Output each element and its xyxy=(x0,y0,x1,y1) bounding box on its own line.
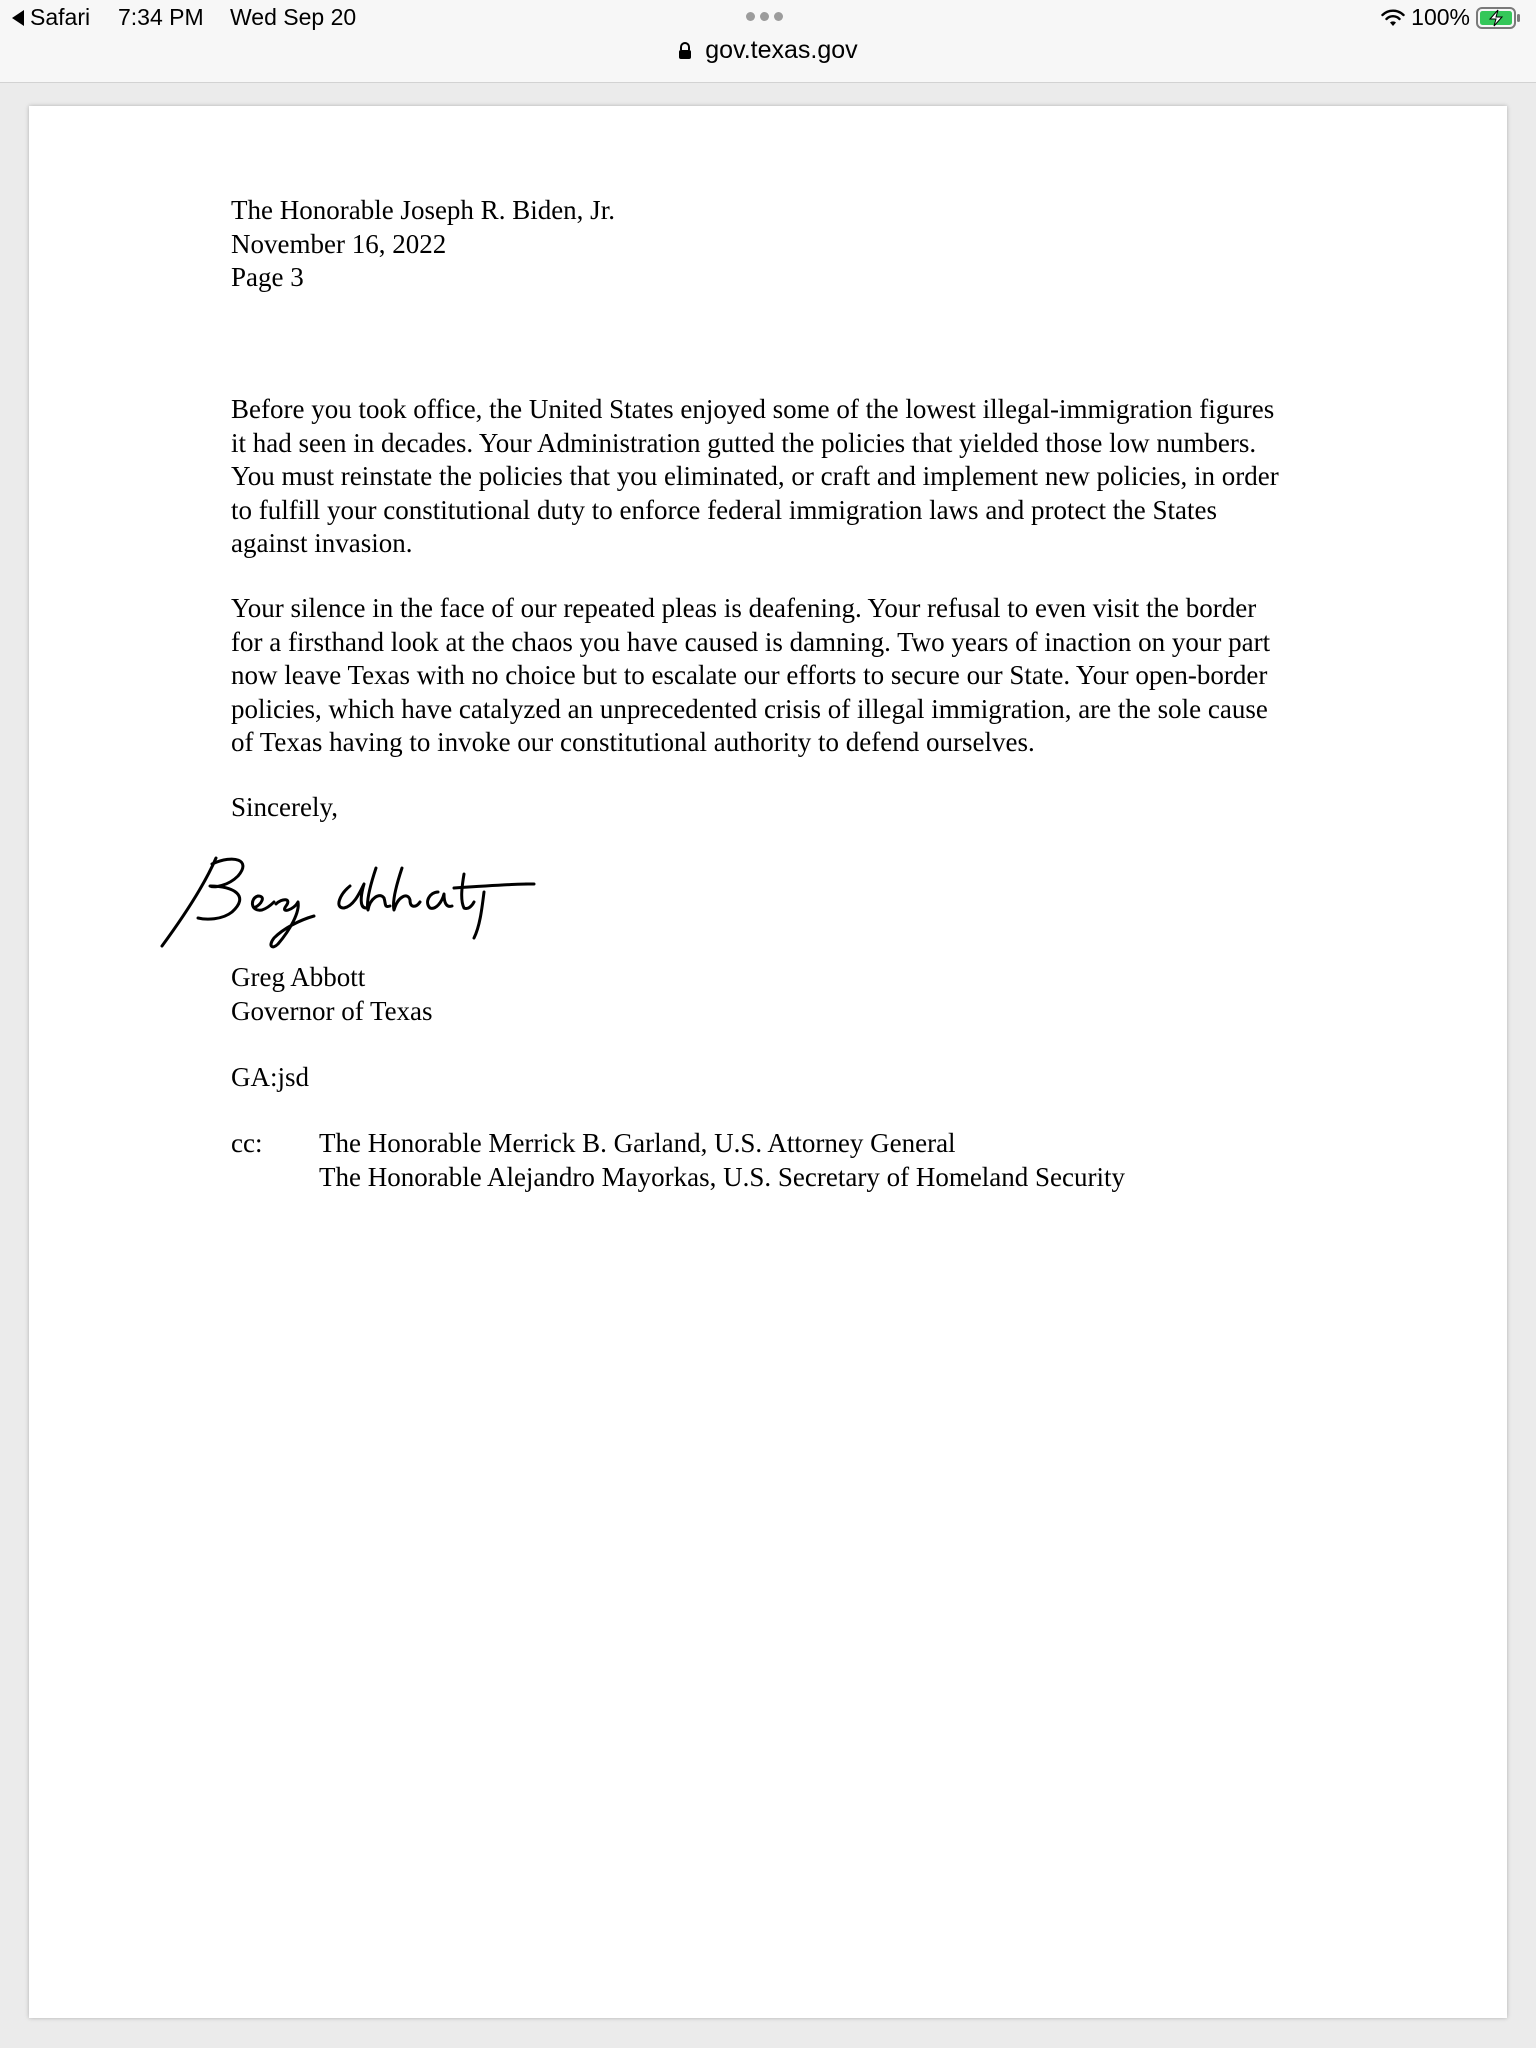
paragraph-line: policies, which have catalyzed an unprecedented crisis of illegal immigration, are the sole cause xyxy=(231,693,1268,724)
paragraph-line: You must reinstate the policies that you eliminated, or craft and implement new policies, in order xyxy=(231,461,1279,491)
signer-title: Governor of Texas xyxy=(231,995,433,1026)
cc-list xyxy=(319,1127,1125,1194)
date: Wed Sep 20 xyxy=(230,4,357,30)
paragraph-line: it had seen in decades. Your Administration gutted the policies that yielded those low numbers. xyxy=(231,427,1257,458)
paragraph-line: Before you took office, the United States enjoyed some of the lowest illegal-immigration figures xyxy=(231,394,1275,424)
letter-header xyxy=(231,194,615,295)
address-bar[interactable] xyxy=(0,36,1536,65)
closing: Sincerely, xyxy=(231,792,338,822)
signature-image xyxy=(154,846,574,956)
paragraph-1 xyxy=(231,393,1279,561)
date-line: November 16, 2022 xyxy=(231,228,447,259)
cc-recipient: The Honorable Merrick B. Garland, U.S. Attorney General xyxy=(319,1128,956,1158)
back-arrow-icon xyxy=(12,10,24,26)
paragraph-line: of Texas having to invoke our constitutional authority to defend ourselves. xyxy=(231,727,1035,757)
signature-block xyxy=(231,961,433,1028)
multitasking-dots-icon[interactable] xyxy=(746,12,783,21)
signer-name: Greg Abbott xyxy=(231,962,366,992)
paragraph-line: for a firsthand look at the chaos you have caused is damning. Two years of inaction on your part xyxy=(231,626,1271,657)
cc-recipient: The Honorable Alejandro Mayorkas, U.S. Secretary of Homeland Security xyxy=(319,1161,1126,1192)
cc-label: cc: xyxy=(231,1128,263,1158)
paragraph-line: now leave Texas with no choice but to escalate our efforts to secure our State. Your open-border xyxy=(231,660,1268,690)
battery-charging-icon xyxy=(1476,7,1522,29)
system-status xyxy=(1381,4,1522,31)
paragraph-line: Your silence in the face of our repeated pleas is deafening. Your refusal to even visit the border xyxy=(231,593,1257,623)
lock-icon xyxy=(678,42,692,60)
clock: 7:34 PM xyxy=(118,4,204,30)
paragraph-line: against invasion. xyxy=(231,528,413,558)
recipient-line: The Honorable Joseph R. Biden, Jr. xyxy=(231,195,615,225)
status-bar xyxy=(0,0,1536,83)
back-app-label: Safari xyxy=(30,4,91,30)
paragraph-line: to fulfill your constitutional duty to enforce federal immigration laws and protect the States xyxy=(231,494,1217,525)
url-text: gov.texas.gov xyxy=(705,36,858,64)
battery-percent: 100% xyxy=(1411,4,1470,30)
page-number-line: Page 3 xyxy=(231,262,304,292)
back-to-app-button[interactable] xyxy=(12,4,90,31)
wifi-icon xyxy=(1381,9,1405,27)
pdf-page[interactable] xyxy=(29,106,1507,2018)
typist-initials: GA:jsd xyxy=(231,1062,310,1092)
paragraph-2 xyxy=(231,592,1270,760)
